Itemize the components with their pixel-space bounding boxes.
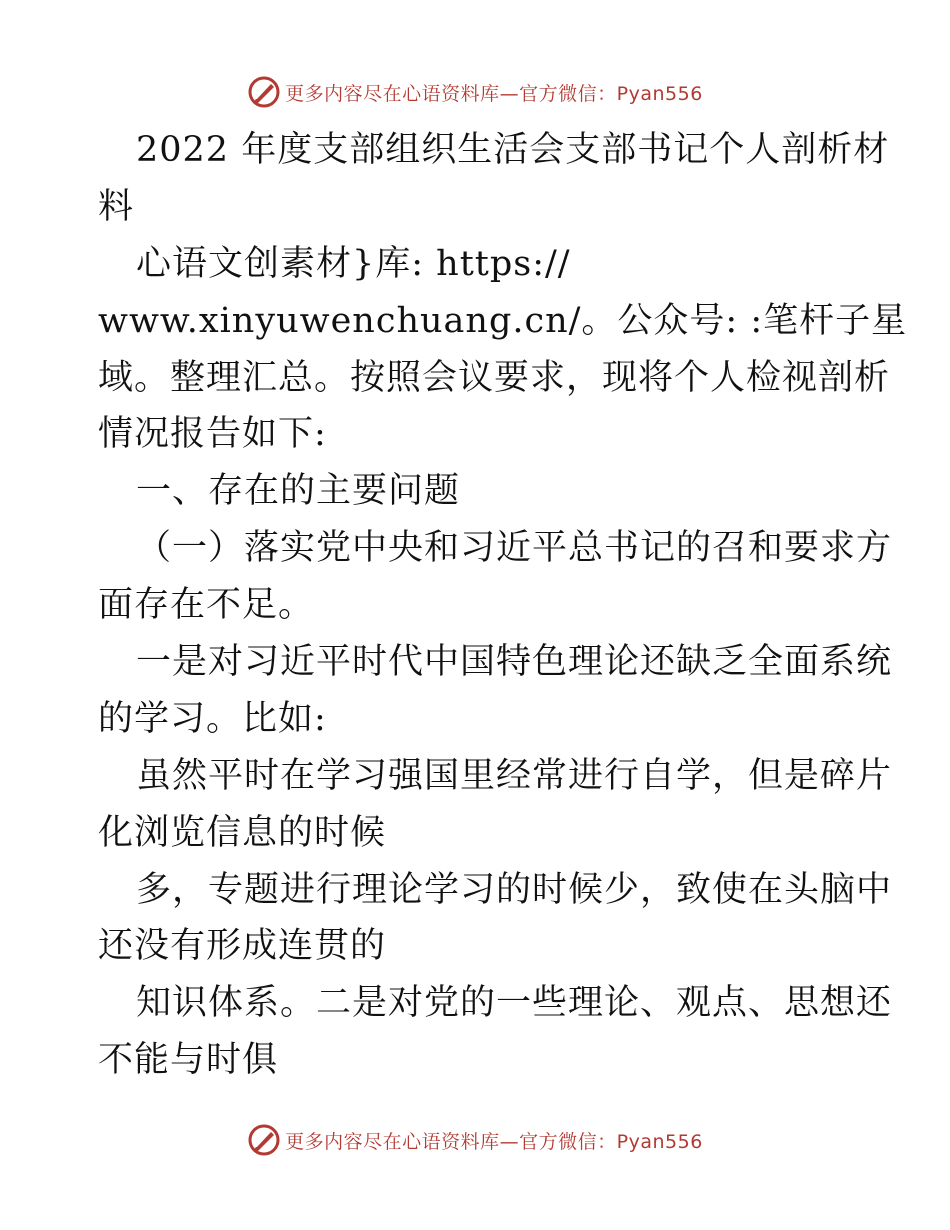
text-line: （一）落实党中央和习近平总书记的召和要求方: [136, 528, 893, 569]
text-line: 知识体系。二是对党的一些理论、观点、思想还: [136, 983, 893, 1024]
text-line: 2022 年度支部组织生活会支部书记个人剖析材: [136, 130, 890, 170]
text-line: 的学习。比如:: [98, 698, 327, 739]
watermark-text: 更多内容尽在心语资料库—官方微信：Pyan556: [285, 1130, 703, 1153]
text-line: 不能与时俱: [98, 1040, 279, 1081]
document-body: [98, 122, 908, 1089]
text-line: 多，专题进行理论学习的时候少，致使在头脑中: [136, 869, 893, 910]
watermark-text: 更多内容尽在心语资料库—官方微信：Pyan556: [285, 82, 703, 105]
text-line: 虽然平时在学习强国里经常进行自学，但是碎片: [136, 755, 893, 796]
top-watermark-banner: [0, 72, 950, 112]
text-line: 面存在不足。: [98, 585, 315, 626]
text-line: 化浏览信息的时候: [98, 812, 387, 853]
bottom-watermark-banner: [0, 1120, 950, 1160]
text-line: 料: [98, 186, 135, 227]
text-line: 一是对习近平时代中国特色理论还缺乏全面系统: [136, 642, 893, 683]
pen-seal-logo-icon: [247, 1123, 281, 1157]
text-line: 域。整理汇总。按照会议要求，现将个人检视剖析: [98, 357, 891, 398]
text-line: 心语文创素材}库: https://: [136, 243, 571, 284]
text-line: www.xinyuwenchuang.cn/。公众号: :笔杆子星: [98, 300, 908, 341]
text-line: 还没有形成连贯的: [98, 926, 387, 967]
pen-seal-logo-icon: [247, 75, 281, 109]
text-line: 一、存在的主要问题: [136, 471, 461, 512]
text-line: 情况报告如下:: [98, 414, 327, 455]
